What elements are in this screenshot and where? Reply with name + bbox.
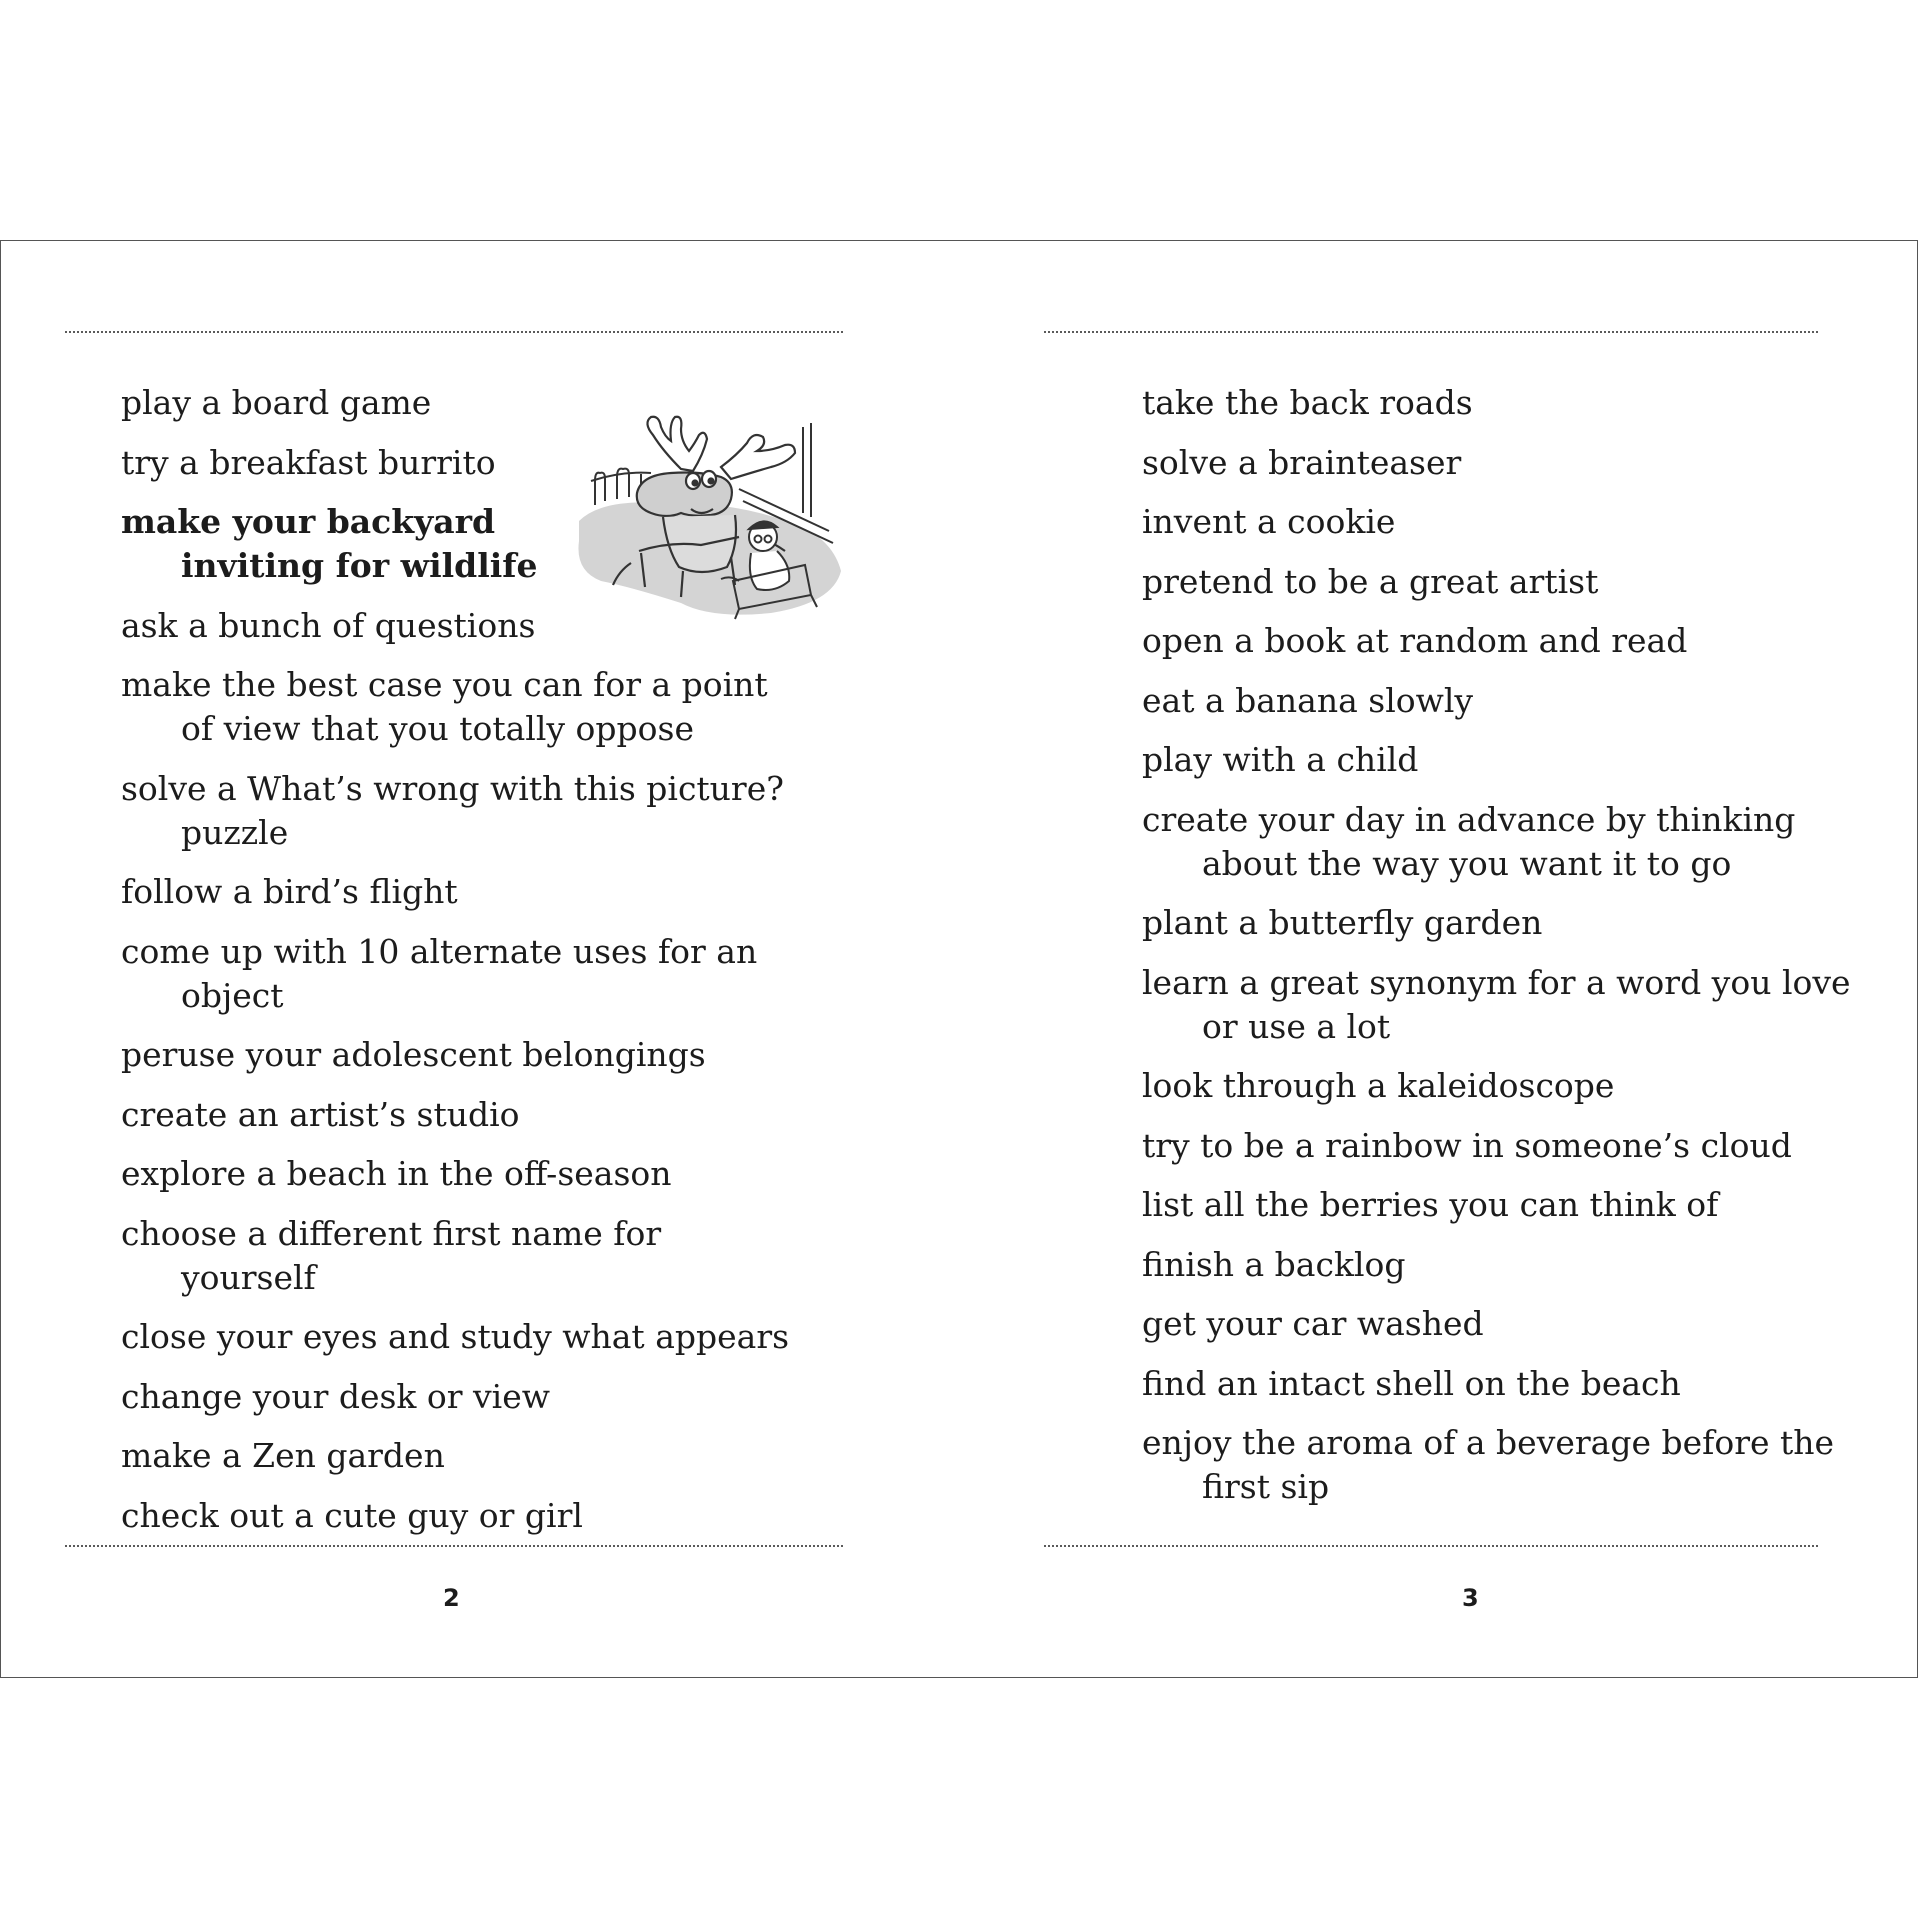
list-item: look through a kaleidoscope [1142,1066,1615,1105]
list-item: explore a beach in the off-season [121,1154,672,1193]
list-item: check out a cute guy or girl [121,1495,583,1535]
list-item: get your car washed [1142,1304,1484,1343]
list-item: change your desk or view [121,1376,551,1416]
list-item: come up with 10 alternate uses for an object [121,931,758,1015]
bottom-dotted-rule [65,1545,843,1547]
list-item-highlighted: make your backyard inviting for wildlife [121,502,538,585]
list-item: make the best case you can for a point of view that you totally oppose [121,665,768,748]
activity-list [1142,381,1862,1525]
list-item: pretend to be a great artist [1142,561,1599,601]
list-item: plant a butterfly garden [1142,903,1543,942]
list-item: create your day in advance by thinking about the way you want it to go [1142,799,1796,883]
list-item: play with a child [1142,740,1419,779]
list-item: invent a cookie [1142,502,1396,541]
list-item: enjoy the aroma of a beverage before the first sip [1142,1423,1835,1506]
list-item: list all the berries you can think of [1142,1185,1719,1224]
list-item: make a Zen garden [121,1436,445,1475]
list-item: solve a What’s wrong with this picture? puzzle [121,768,784,852]
list-item: finish a backlog [1142,1244,1406,1284]
list-item: try to be a rainbow in someone’s cloud [1142,1125,1792,1165]
list-item: peruse your adolescent belongings [121,1035,706,1074]
page-number: 3 [1462,1584,1479,1612]
list-item: create an artist’s studio [121,1094,520,1134]
list-item: follow a bird’s flight [121,872,458,911]
moose-and-man-lounging-icon [571,381,871,621]
book-spread [0,240,1918,1678]
list-item: take the back roads [1142,383,1473,422]
list-item: play a board game [121,383,432,422]
list-item: try a breakfast burrito [121,442,496,482]
right-page [960,241,1919,1677]
list-item: find an intact shell on the beach [1142,1363,1681,1403]
list-item: close your eyes and study what appears [121,1317,790,1356]
list-item: learn a great synonym for a word you love or use a lot [1142,962,1851,1046]
list-item: ask a bunch of questions [121,605,536,645]
list-item: solve a brainteaser [1142,442,1462,482]
list-item: eat a banana slowly [1142,680,1474,720]
list-item: choose a different first name for yourself [121,1213,662,1297]
bottom-dotted-rule [1044,1545,1818,1547]
page-number: 2 [443,1584,460,1612]
left-page [1,241,960,1677]
top-dotted-rule [1044,331,1818,333]
top-dotted-rule [65,331,843,333]
list-item: open a book at random and read [1142,621,1688,660]
